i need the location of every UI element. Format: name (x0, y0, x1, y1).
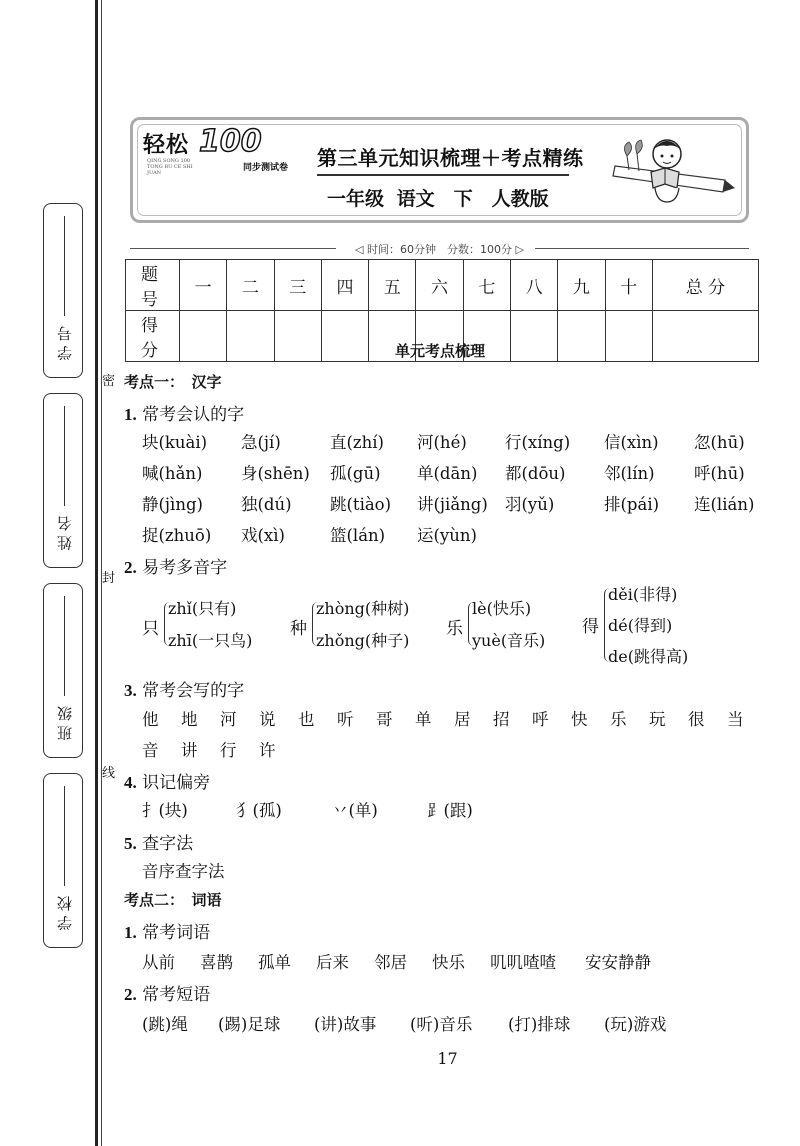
char-item: 招 (493, 710, 510, 729)
char-item: 玩 (649, 710, 666, 729)
char-item: 信(xìn) (604, 433, 659, 452)
char-item: 呼(hū) (694, 464, 745, 483)
radical-item: 丷(单) (332, 801, 378, 820)
school-label: 学 校 (56, 896, 74, 931)
phrase-item: (打)排球 (508, 1015, 571, 1034)
table-cell: 五 (369, 260, 416, 311)
char-item: 行(xíng) (505, 433, 571, 452)
char-item: 忽(hū) (694, 433, 745, 452)
char-item: 捉(zhuō) (142, 526, 212, 545)
k2-q2-heading: 2. 常考短语 (124, 985, 211, 1005)
char-item: 行 (220, 741, 237, 760)
word-item: 安安静静 (585, 953, 651, 972)
recognize-chars-grid (142, 429, 782, 549)
char-item: 喊(hǎn) (142, 464, 203, 483)
class-box (43, 583, 83, 758)
char-item: 呼 (532, 710, 549, 729)
name-blank[interactable] (64, 406, 65, 506)
char-item: 河 (220, 710, 237, 729)
q1-heading: 1. 常考会认的字 (124, 405, 245, 425)
class-blank[interactable] (64, 596, 65, 696)
seal-char-feng: 封 (102, 571, 116, 586)
char-item: 地 (181, 710, 198, 729)
phrase-item: (踢)足球 (218, 1015, 281, 1034)
title-rule (317, 174, 569, 176)
name-box (43, 393, 83, 568)
polyphone-group: 只 zhǐ(只有) zhī(一只鸟) (142, 599, 253, 650)
char-item: 羽(yǔ) (505, 495, 555, 514)
word-item: 从前 (142, 953, 175, 972)
page-number: 17 (437, 1049, 458, 1068)
binding-line (95, 0, 98, 1146)
table-cell: 九 (558, 260, 605, 311)
q5-heading: 5. 查字法 (124, 834, 194, 854)
char-item: 讲(jiǎng) (417, 495, 488, 514)
score-table-header-row (126, 260, 759, 311)
page-title: 第三单元知识梳理＋考点精练 (317, 146, 584, 170)
polyphone-group: 乐 lè(快乐) yuè(音乐) (446, 599, 546, 650)
word-item: 快乐 (432, 953, 465, 972)
score-label: 得 分 (126, 311, 180, 362)
char-item: 听 (337, 710, 354, 729)
char-item: 很 (688, 710, 705, 729)
char-item: 戏(xì) (241, 526, 285, 545)
phrase-item: (听)音乐 (410, 1015, 473, 1034)
q2-heading: 2. 易考多音字 (124, 558, 228, 578)
char-item: 孤(gū) (330, 464, 381, 483)
char-item: 音 (142, 741, 159, 760)
section-title: 单元考点梳理 (394, 342, 485, 360)
word-item: 孤单 (258, 953, 291, 972)
phrase-item: (玩)游戏 (604, 1015, 667, 1034)
logo-subtitle: 同步测试卷 (243, 163, 289, 173)
char-item: 乐 (610, 710, 627, 729)
char-item: 他 (142, 710, 159, 729)
class-label: 班 级 (56, 706, 74, 741)
logo-brand-text: 轻松 (143, 133, 190, 158)
kaodian-two-heading: 考点二： 词语 (124, 891, 222, 909)
char-item: 居 (454, 710, 471, 729)
boy-reading-illustration (607, 126, 737, 216)
question-number-label: 题 号 (126, 260, 180, 311)
exam-info-line (130, 241, 749, 257)
radicals-list (142, 797, 542, 823)
char-item: 许 (259, 741, 276, 760)
total-score-label: 总 分 (652, 260, 758, 311)
phrase-item: (讲)故事 (314, 1015, 377, 1034)
char-item: 独(dú) (241, 495, 292, 514)
polyphone-group: 种 zhòng(种树) zhǒng(种子) (290, 599, 410, 650)
k2-q1-heading: 1. 常考词语 (124, 923, 211, 943)
char-item: 哥 (376, 710, 393, 729)
seal-char-xian: 线 (102, 766, 116, 781)
char-item: 块(kuài) (142, 433, 208, 452)
brand-logo (143, 124, 293, 178)
logo-pinyin: QING SONG 100 TONG BU CE SHI JUAN (147, 158, 193, 176)
char-item: 也 (298, 710, 315, 729)
char-item: 单(dān) (417, 464, 478, 483)
table-cell: 七 (463, 260, 510, 311)
exam-time-score: ◁ 时间：60分钟 分数：100分 ▷ (355, 243, 524, 256)
char-item: 说 (259, 710, 276, 729)
logo-number: 100 (199, 124, 262, 159)
kaodian-one-heading: 考点一： 汉字 (124, 373, 222, 391)
student-id-label: 学 号 (56, 326, 74, 361)
char-item: 直(zhí) (330, 433, 384, 452)
word-item: 邻居 (374, 953, 407, 972)
table-cell: 四 (321, 260, 368, 311)
phrase-item: (跳)绳 (142, 1015, 188, 1034)
school-blank[interactable] (64, 786, 65, 886)
char-item: 单 (415, 710, 432, 729)
char-item: 运(yùn) (417, 526, 477, 545)
char-item: 排(pái) (604, 495, 660, 514)
name-label: 姓 名 (56, 516, 74, 551)
char-item: 邻(lín) (604, 464, 655, 483)
radical-item: ⻊(跟) (427, 801, 473, 820)
table-cell: 一 (180, 260, 227, 311)
grade-subject-edition: 一年级 语文 下 人教版 (327, 188, 549, 210)
table-cell: 三 (274, 260, 321, 311)
header-banner (130, 117, 749, 223)
char-item: 静(jìng) (142, 495, 203, 514)
char-item: 篮(lán) (330, 526, 386, 545)
table-cell: 六 (416, 260, 463, 311)
student-id-blank[interactable] (64, 216, 65, 316)
table-cell: 八 (510, 260, 557, 311)
common-phrases-list (142, 1011, 722, 1037)
char-item: 讲 (181, 741, 198, 760)
radical-item: 扌(块) (142, 801, 188, 820)
word-item: 喜鹊 (200, 953, 233, 972)
word-item: 后来 (316, 953, 349, 972)
word-item: 叽叽喳喳 (490, 953, 556, 972)
char-item: 跳(tiào) (330, 495, 392, 514)
char-item: 身(shēn) (241, 464, 310, 483)
q4-heading: 4. 识记偏旁 (124, 773, 211, 793)
char-item: 河(hé) (417, 433, 467, 452)
common-words-list (142, 949, 702, 975)
table-cell: 十 (605, 260, 652, 311)
write-chars-grid (142, 706, 762, 766)
q3-heading: 3. 常考会写的字 (124, 681, 245, 701)
char-item: 都(dōu) (505, 464, 566, 483)
polyphone-group: 得 děi(非得) dé(得到) de(跳得高) (582, 585, 689, 666)
char-item: 快 (571, 710, 588, 729)
school-box (43, 773, 83, 948)
lookup-method: 音序查字法 (142, 862, 225, 881)
seal-char-mi: 密 (102, 374, 116, 389)
table-cell: 二 (227, 260, 274, 311)
char-item: 当 (727, 710, 744, 729)
char-item: 连(lián) (694, 495, 755, 514)
char-item: 急(jí) (241, 433, 281, 452)
radical-item: 犭(孤) (236, 801, 282, 820)
